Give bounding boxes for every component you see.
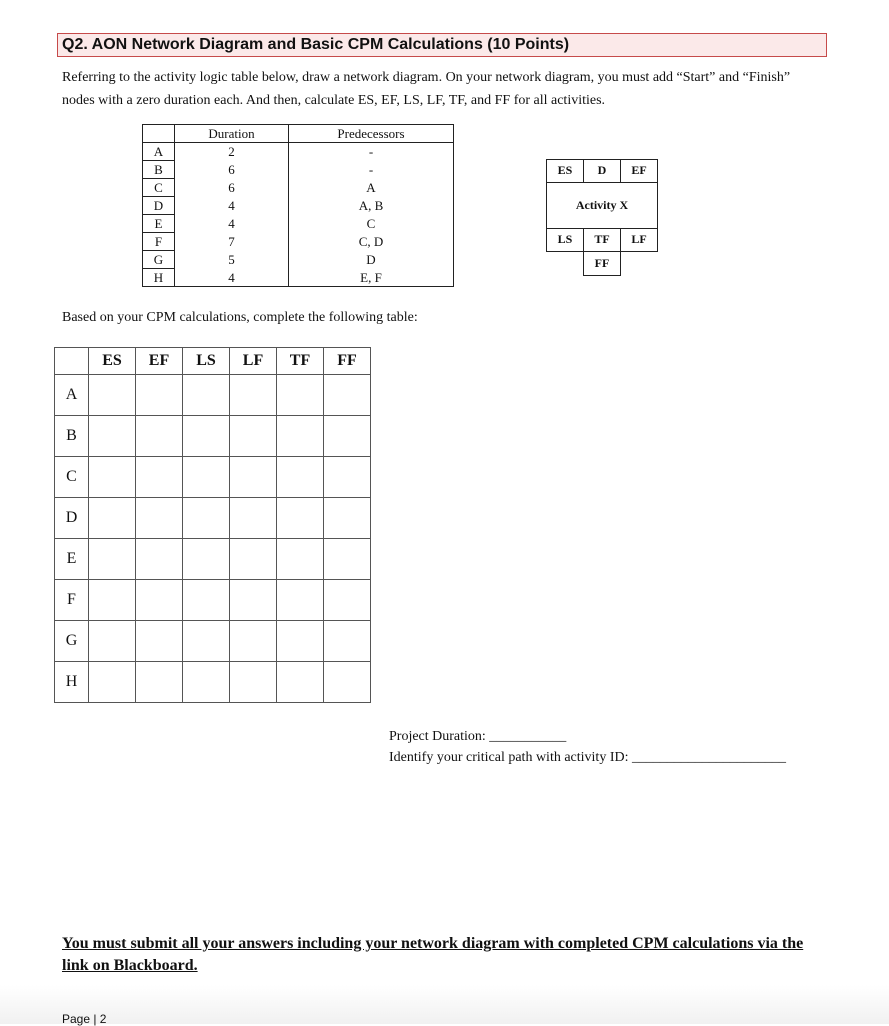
page-footer-strip xyxy=(0,985,889,1024)
logic-cell: D xyxy=(289,251,454,269)
answer-blank-cell[interactable] xyxy=(324,498,371,539)
answer-blank-cell[interactable] xyxy=(324,375,371,416)
logic-cell: 5 xyxy=(175,251,289,269)
logic-cell: C xyxy=(289,215,454,233)
project-info xyxy=(389,726,786,768)
logic-header-cell: Duration xyxy=(175,125,289,143)
answer-blank-cell[interactable] xyxy=(136,416,183,457)
answer-row-label: D xyxy=(55,498,89,539)
logic-cell: E xyxy=(143,215,175,233)
logic-cell: G xyxy=(143,251,175,269)
answer-blank-cell[interactable] xyxy=(89,457,136,498)
answer-blank-cell[interactable] xyxy=(277,621,324,662)
answer-row-label: E xyxy=(55,539,89,580)
logic-row xyxy=(143,161,454,179)
answer-blank-cell[interactable] xyxy=(277,662,324,703)
answer-blank-cell[interactable] xyxy=(324,621,371,662)
logic-row xyxy=(143,215,454,233)
answer-header-cell: EF xyxy=(136,348,183,375)
answer-blank-cell[interactable] xyxy=(277,580,324,621)
logic-cell: B xyxy=(143,161,175,179)
answer-header-cell: LS xyxy=(183,348,230,375)
answer-blank-cell[interactable] xyxy=(277,375,324,416)
answer-blank-cell[interactable] xyxy=(183,621,230,662)
page-number: Page | 2 xyxy=(62,1012,107,1026)
legend-lf: LF xyxy=(620,228,658,252)
activity-logic-table xyxy=(142,124,454,287)
answer-blank-cell[interactable] xyxy=(183,457,230,498)
legend-ls: LS xyxy=(546,228,584,252)
legend-ef: EF xyxy=(620,159,658,183)
answer-header-cell: ES xyxy=(89,348,136,375)
legend-ff: FF xyxy=(583,251,621,276)
logic-cell: 6 xyxy=(175,161,289,179)
project-duration-line: Project Duration: ___________ xyxy=(389,729,567,744)
logic-header-cell: Predecessors xyxy=(289,125,454,143)
logic-cell: 2 xyxy=(175,143,289,161)
answer-corner-cell xyxy=(55,348,89,375)
logic-cell: H xyxy=(143,269,175,287)
answer-row xyxy=(55,539,371,580)
logic-row xyxy=(143,179,454,197)
logic-cell: A, B xyxy=(289,197,454,215)
answer-row-label: A xyxy=(55,375,89,416)
logic-cell: 7 xyxy=(175,233,289,251)
logic-row xyxy=(143,197,454,215)
logic-cell: 6 xyxy=(175,179,289,197)
answer-blank-cell[interactable] xyxy=(89,621,136,662)
table-instructions: Based on your CPM calculations, complete the following table: xyxy=(62,310,418,325)
logic-cell: - xyxy=(289,161,454,179)
logic-row xyxy=(143,251,454,269)
answer-blank-cell[interactable] xyxy=(89,375,136,416)
answer-row xyxy=(55,498,371,539)
logic-cell: A xyxy=(143,143,175,161)
cpm-answer-table xyxy=(54,347,371,703)
submission-note: You must submit all your answers including your network diagram with completed CPM calculations via the link on Blackboard. xyxy=(62,935,804,974)
answer-blank-cell[interactable] xyxy=(277,416,324,457)
logic-cell: 4 xyxy=(175,215,289,233)
answer-blank-cell[interactable] xyxy=(89,662,136,703)
answer-blank-cell[interactable] xyxy=(89,416,136,457)
legend-duration: D xyxy=(583,159,621,183)
answer-blank-cell[interactable] xyxy=(136,539,183,580)
logic-cell: A xyxy=(289,179,454,197)
answer-blank-cell[interactable] xyxy=(136,375,183,416)
node-legend xyxy=(546,159,658,277)
logic-cell: 4 xyxy=(175,269,289,287)
answer-header-cell: LF xyxy=(230,348,277,375)
logic-row xyxy=(143,269,454,287)
answer-row xyxy=(55,375,371,416)
answer-blank-cell[interactable] xyxy=(324,662,371,703)
answer-blank-cell[interactable] xyxy=(230,662,277,703)
logic-row xyxy=(143,143,454,161)
logic-cell: E, F xyxy=(289,269,454,287)
answer-row-label: H xyxy=(55,662,89,703)
answer-row-label: B xyxy=(55,416,89,457)
legend-tf: TF xyxy=(583,228,621,252)
answer-blank-cell[interactable] xyxy=(277,539,324,580)
answer-row-label: F xyxy=(55,580,89,621)
question-title: Q2. AON Network Diagram and Basic CPM Calculations (10 Points) xyxy=(57,33,827,57)
legend-es: ES xyxy=(546,159,584,183)
answer-blank-cell[interactable] xyxy=(89,498,136,539)
answer-blank-cell[interactable] xyxy=(183,375,230,416)
logic-header-cell xyxy=(143,125,175,143)
answer-row xyxy=(55,580,371,621)
answer-blank-cell[interactable] xyxy=(324,416,371,457)
answer-blank-cell[interactable] xyxy=(183,539,230,580)
answer-blank-cell[interactable] xyxy=(89,580,136,621)
logic-cell: C, D xyxy=(289,233,454,251)
answer-blank-cell[interactable] xyxy=(230,539,277,580)
logic-cell: 4 xyxy=(175,197,289,215)
answer-blank-cell[interactable] xyxy=(324,539,371,580)
answer-blank-cell[interactable] xyxy=(277,457,324,498)
answer-row-label: C xyxy=(55,457,89,498)
answer-blank-cell[interactable] xyxy=(230,498,277,539)
answer-header-cell: TF xyxy=(277,348,324,375)
answer-blank-cell[interactable] xyxy=(89,539,136,580)
answer-blank-cell[interactable] xyxy=(183,662,230,703)
logic-header-row xyxy=(143,125,454,143)
answer-blank-cell[interactable] xyxy=(183,416,230,457)
logic-row xyxy=(143,233,454,251)
answer-blank-cell[interactable] xyxy=(277,498,324,539)
logic-cell: D xyxy=(143,197,175,215)
answer-blank-cell[interactable] xyxy=(230,621,277,662)
critical-path-line: Identify your critical path with activity ID: ______________________ xyxy=(389,750,786,765)
answer-row xyxy=(55,416,371,457)
answer-header-row xyxy=(55,348,371,375)
answer-blank-cell[interactable] xyxy=(230,416,277,457)
answer-blank-cell[interactable] xyxy=(230,580,277,621)
answer-blank-cell[interactable] xyxy=(183,580,230,621)
answer-row xyxy=(55,457,371,498)
answer-blank-cell[interactable] xyxy=(230,457,277,498)
logic-cell: - xyxy=(289,143,454,161)
answer-blank-cell[interactable] xyxy=(136,662,183,703)
answer-blank-cell[interactable] xyxy=(324,580,371,621)
legend-activity: Activity X xyxy=(546,182,658,229)
answer-blank-cell[interactable] xyxy=(230,375,277,416)
answer-header-cell: FF xyxy=(324,348,371,375)
answer-blank-cell[interactable] xyxy=(136,457,183,498)
answer-blank-cell[interactable] xyxy=(136,498,183,539)
answer-blank-cell[interactable] xyxy=(324,457,371,498)
answer-blank-cell[interactable] xyxy=(136,580,183,621)
answer-row xyxy=(55,662,371,703)
instructions-paragraph: Referring to the activity logic table below, draw a network diagram. On your network diagram, you must add “Start” and “Finish” nodes with a zero duration each. And then, calculate ES, EF, LS, LF, TF, and FF for all activities. xyxy=(62,70,791,108)
logic-cell: C xyxy=(143,179,175,197)
answer-blank-cell[interactable] xyxy=(136,621,183,662)
answer-row xyxy=(55,621,371,662)
answer-blank-cell[interactable] xyxy=(183,498,230,539)
logic-cell: F xyxy=(143,233,175,251)
answer-row-label: G xyxy=(55,621,89,662)
